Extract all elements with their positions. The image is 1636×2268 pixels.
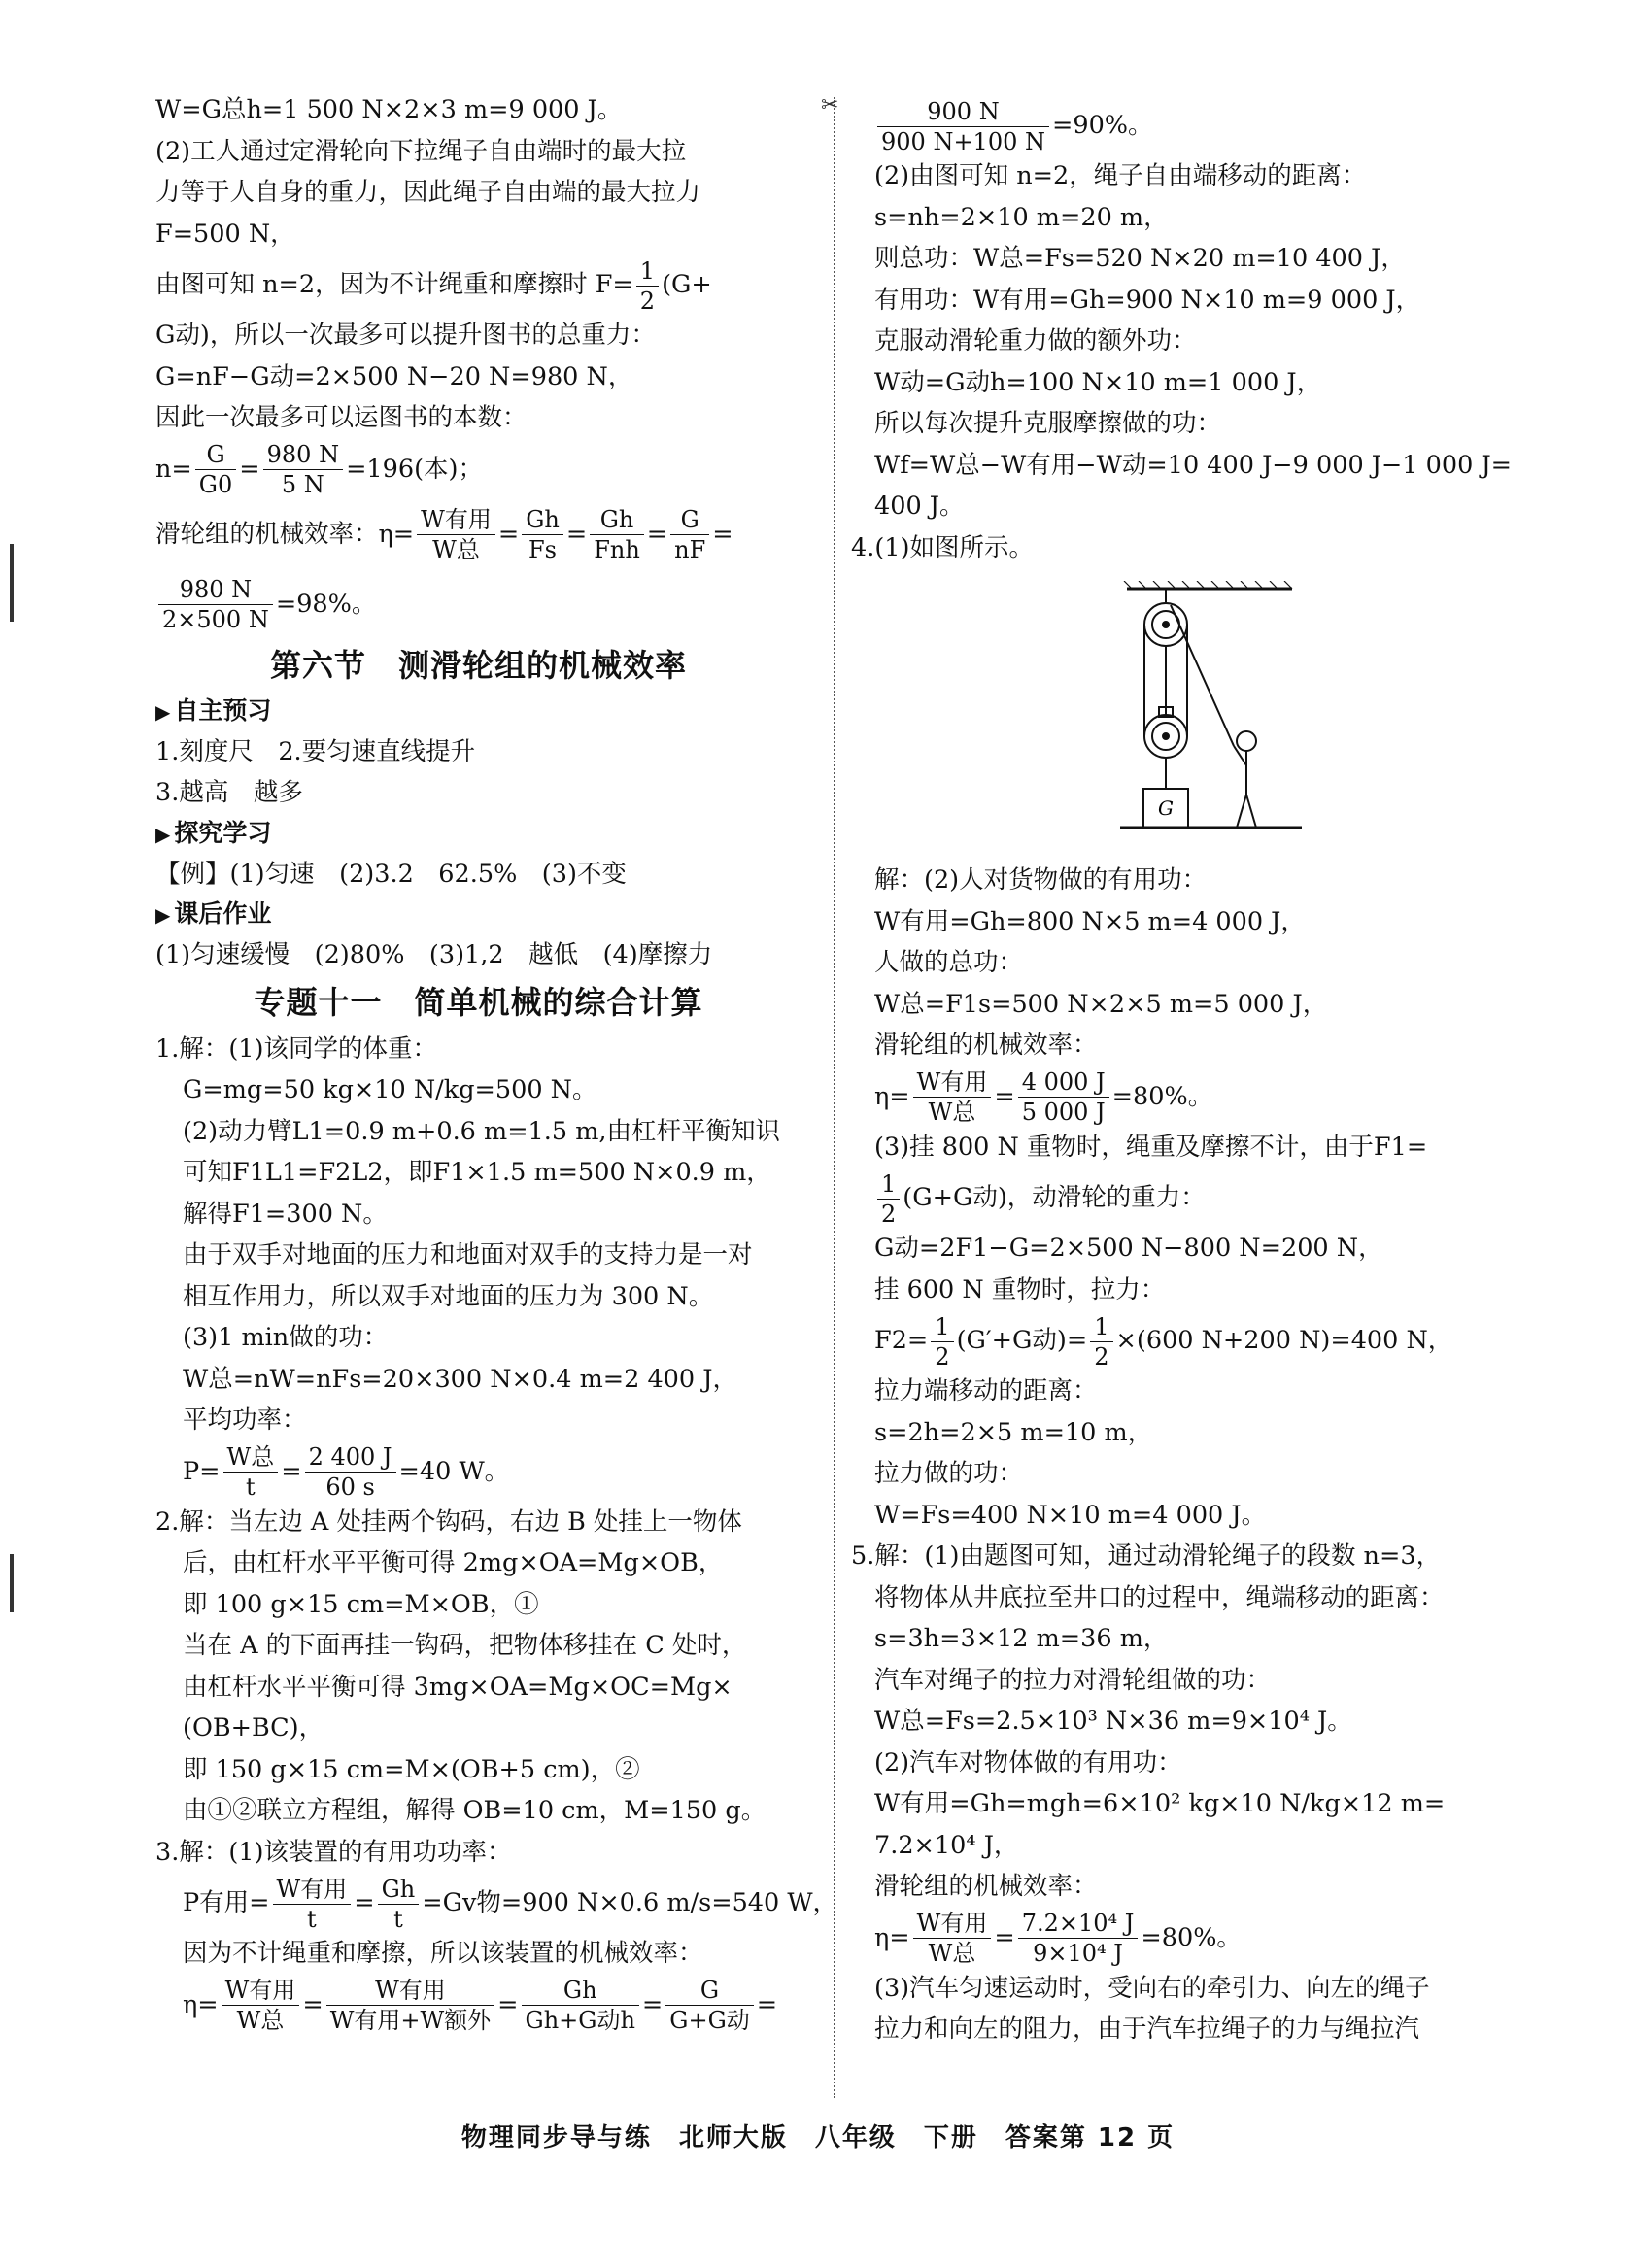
fraction: $\frac{\text{W有用}}{t}$ — [273, 1878, 352, 1931]
text-line: G动)，所以一次最多可以提升图书的总重力： — [155, 321, 656, 350]
fraction: $\frac{\text{W总}}{t}$ — [223, 1445, 279, 1499]
binding-mark — [10, 1554, 14, 1612]
text-line: $\frac{900 N}{900 N+100 N}$ =90%。 — [874, 95, 1525, 155]
text-line: 3.越高 越多 — [155, 778, 303, 807]
text-line: 可知F1L1=F2L2，即F1×1.5 m=500 N×0.9 m， — [183, 1158, 771, 1187]
section-label: ▶ 自主预习 — [155, 695, 272, 725]
text-line: (2)动力臂L1=0.9 m+0.6 m=1.5 m,由杠杆平衡知识 — [183, 1116, 781, 1146]
section-label: ▶ 探究学习 — [155, 818, 272, 847]
fraction: $\frac{2 400 J}{60 s}$ — [305, 1445, 396, 1499]
fraction: $\frac{\text{W有用}}{\text{W总}}$ — [913, 1070, 992, 1124]
text-line: 由杠杆水平平衡可得 3mg×OA=Mg×OC=Mg× — [183, 1672, 733, 1702]
text-line: 1.刻度尺 2.要匀速直线提升 — [155, 736, 476, 766]
text-line: 汽车对绳子的拉力对滑轮组做的功： — [874, 1665, 1272, 1695]
triangle-icon: ▶ — [155, 903, 171, 927]
fraction: $\frac{1}{2}$ — [931, 1315, 953, 1369]
section-label: ▶ 课后作业 — [155, 899, 272, 928]
fraction: $\frac{Gh}{t}$ — [378, 1878, 420, 1931]
fraction: $\frac{Gh}{\text{Fnh}}$ — [590, 508, 644, 561]
text-line: Wf=W总−W有用−W动=10 400 J−9 000 J−1 000 J= — [874, 450, 1513, 480]
text-line: G=nF−G动=2×500 N−20 N=980 N， — [155, 361, 633, 391]
text-line: 400 J。 — [874, 491, 965, 521]
fraction: $\frac{Gh}{\text{Gh+G动h}}$ — [522, 1979, 639, 2032]
text-line: 4.(1)如图所示。 — [851, 532, 1034, 562]
scissors-icon: ✂ — [821, 93, 839, 118]
text-line: W有用=Gh=mgh=6×10² kg×10 N/kg×12 m= — [874, 1789, 1446, 1818]
text-line: s=nh=2×10 m=20 m， — [874, 202, 1169, 232]
text-line: (3)1 min做的功： — [183, 1323, 389, 1352]
text-line: (OB+BC)， — [183, 1713, 324, 1743]
text-line: 力等于人自身的重力，因此绳子自由端的最大拉力 — [155, 178, 701, 207]
triangle-icon: ▶ — [155, 822, 171, 846]
text-line: 因此一次最多可以运图书的本数： — [155, 403, 528, 432]
text-line: n= $\frac{G}{G0}$ = $\frac{980 N}{5 N}$ =196(本)； — [155, 441, 483, 498]
text-line: (3)挂 800 N 重物时，绳重及摩擦不计，由于F1= — [874, 1132, 1428, 1162]
text-line: 由图可知 n=2，因为不计绳重和摩擦时 F= $\frac{1}{2}$ (G+ — [155, 256, 712, 315]
triangle-icon: ▶ — [155, 699, 171, 724]
text-line: 拉力端移动的距离： — [874, 1376, 1098, 1405]
text-line: 滑轮组的机械效率： — [874, 1872, 1098, 1901]
fraction: $\frac{G}{\text{G+G动}}$ — [665, 1979, 753, 2032]
fraction: $\frac{G}{G0}$ — [195, 443, 236, 496]
text-line: (1)匀速缓慢 (2)80% (3)1,2 越低 (4)摩擦力 — [155, 940, 713, 969]
fraction: $\frac{1}{2}$ — [636, 259, 659, 313]
fraction: $\frac{\text{W有用}}{\text{W总}}$ — [913, 1912, 992, 1965]
fraction: $\frac{G}{nF}$ — [670, 508, 709, 561]
text-line: W总=nW=nFs=20×300 N×0.4 m=2 400 J， — [183, 1364, 737, 1394]
text-line: 滑轮组的机械效率：η= $\frac{\text{W有用}}{\text{W总}}$ = $\frac{Gh}{Fs}$ = $\frac{Gh}{\text{Fnh}}$ = $\frac{G}{nF}$ = — [155, 506, 733, 563]
text-line: 平均功率： — [183, 1405, 307, 1435]
text-line: 有用功：W有用=Gh=900 N×10 m=9 000 J， — [874, 285, 1421, 315]
text-line: G=mg=50 kg×10 N/kg=500 N。 — [183, 1075, 597, 1104]
text-line: s=2h=2×5 m=10 m， — [874, 1417, 1153, 1447]
fraction: $\frac{Gh}{Fs}$ — [522, 508, 563, 561]
text-line: 解：(2)人对货物做的有用功： — [874, 865, 1208, 895]
weight-label: G — [1158, 796, 1174, 820]
text-line: (2)汽车对物体做的有用功： — [874, 1747, 1182, 1777]
text-line: 则总功：W总=Fs=520 N×20 m=10 400 J， — [874, 244, 1406, 273]
text-line: 挂 600 N 重物时，拉力： — [874, 1274, 1166, 1304]
section-heading: 专题十一 简单机械的综合计算 — [254, 983, 703, 1021]
fraction: $\frac{900 N}{900 N+100 N}$ — [877, 100, 1049, 153]
text-line: 当在 A 的下面再挂一钩码，把物体移挂在 C 处时， — [183, 1631, 747, 1660]
text-line: W=G总h=1 500 N×2×3 m=9 000 J。 — [155, 95, 623, 124]
text-line: P有用= $\frac{\text{W有用}}{t}$ = $\frac{Gh}{t}$ =Gv物=900 N×0.6 m/s=540 W， — [183, 1875, 838, 1933]
text-line: W总=Fs=2.5×10³ N×36 m=9×10⁴ J。 — [874, 1707, 1352, 1736]
fraction: $\frac{\text{W有用}}{\text{W总}}$ — [222, 1979, 300, 2032]
text-line: η= $\frac{\text{W有用}}{\text{W总}}$ = $\frac{4 000 J}{5 000 J}$ =80%。 — [874, 1068, 1213, 1126]
text-line: 即 150 g×15 cm=M×(OB+5 cm)，② — [183, 1754, 640, 1784]
text-line: F2= $\frac{1}{2}$ (G′+G动)= $\frac{1}{2}$ ×(600 N+200 N)=400 N， — [874, 1312, 1453, 1371]
text-line: 2.解：当左边 A 处挂两个钩码，右边 B 处挂上一物体 — [155, 1506, 742, 1537]
right-column — [851, 95, 1525, 2050]
text-line: 【例】(1)匀速 (2)3.2 62.5% (3)不变 — [155, 859, 627, 889]
text-line: (2)工人通过定滑轮向下拉绳子自由端时的最大拉 — [155, 136, 687, 166]
section-heading: 第六节 测滑轮组的机械效率 — [269, 646, 687, 684]
fraction: $\frac{980 N}{2\times 500 N}$ — [158, 578, 273, 631]
text-line: 由于双手对地面的压力和地面对双手的支持力是一对 — [183, 1240, 753, 1269]
fraction: $\frac{980 N}{5 N}$ — [263, 443, 343, 496]
text-line: 滑轮组的机械效率： — [874, 1031, 1098, 1060]
fraction: $\frac{\text{W有用}}{\text{W有用+W额外}}$ — [326, 1979, 494, 2032]
text-line: 拉力做的功： — [874, 1459, 1024, 1488]
text-line: W动=G动h=100 N×10 m=1 000 J， — [874, 367, 1322, 397]
text-line: F=500 N， — [155, 219, 295, 249]
text-line: η= $\frac{\text{W有用}}{\text{W总}}$ = $\frac{\text{W有用}}{\text{W有用+W额外}}$ = $\frac{Gh}{\text{Gh+G动h}}$ = $\frac{G}{\text{G+G动}}$ = — [183, 1977, 778, 2034]
text-line: 即 100 g×15 cm=M×OB，① — [183, 1589, 539, 1619]
text-line: G动=2F1−G=2×500 N−800 N=200 N， — [874, 1234, 1383, 1263]
text-line: η= $\frac{\text{W有用}}{\text{W总}}$ = $\frac{\text{7.2×10⁴ J}}{\text{9×10⁴ J}}$ =80%。 — [874, 1910, 1242, 1967]
text-line: W有用=Gh=800 N×5 m=4 000 J， — [874, 906, 1306, 936]
fraction: $\frac{1}{2}$ — [1090, 1315, 1112, 1369]
text-line: 克服动滑轮重力做的额外功： — [874, 326, 1197, 355]
text-line: s=3h=3×12 m=36 m， — [874, 1624, 1169, 1653]
text-line: 1.解：(1)该同学的体重： — [155, 1033, 437, 1064]
text-line: 7.2×10⁴ J， — [874, 1830, 1019, 1860]
text-line: (2)由图可知 n=2，绳子自由端移动的距离： — [874, 161, 1367, 190]
binding-mark — [10, 544, 14, 622]
text-line: $\frac{1}{2}$ (G+G动)，动滑轮的重力： — [874, 1168, 1525, 1228]
fraction: $\frac{\text{W有用}}{\text{W总}}$ — [417, 508, 495, 561]
text-line: P= $\frac{\text{W总}}{t}$ = $\frac{2 400 J}{60 s}$ =40 W。 — [183, 1443, 510, 1501]
text-line: 人做的总功： — [874, 948, 1024, 977]
text-line: 后，由杠杆水平平衡可得 2mg×OA=Mg×OB， — [183, 1548, 724, 1577]
page-footer: 物理同步导与练 北师大版 八年级 下册 答案第 12 页 — [460, 2123, 1176, 2152]
text-line: 因为不计绳重和摩擦，所以该装置的机械效率： — [183, 1939, 703, 1968]
text-line: 相互作用力，所以双手对地面的压力为 300 N。 — [183, 1281, 714, 1311]
text-line: (3)汽车匀速运动时，受向右的牵引力、向左的绳子 — [874, 1973, 1430, 2003]
text-line: 3.解：(1)该装置的有用功功率： — [155, 1837, 512, 1867]
column-divider — [834, 97, 835, 2098]
text-line: W总=F1s=500 N×2×5 m=5 000 J， — [874, 989, 1328, 1019]
text-line: 5.解：(1)由题图可知，通过动滑轮绳子的段数 n=3， — [851, 1541, 1442, 1571]
text-line: 解得F1=300 N。 — [183, 1199, 388, 1229]
pulley-diagram — [1112, 581, 1307, 872]
fraction: $\frac{1}{2}$ — [877, 1172, 900, 1226]
text-line: 拉力和向左的阻力，由于汽车拉绳子的力与绳拉汽 — [874, 2014, 1420, 2044]
left-column — [155, 89, 838, 2035]
text-line: $\frac{980 N}{2\times 500 N}$ =98%。 — [155, 569, 801, 639]
text-line: 将物体从井底拉至井口的过程中，绳端移动的距离： — [874, 1582, 1445, 1612]
fraction: $\frac{\text{7.2×10⁴ J}}{\text{9×10⁴ J}}$ — [1018, 1912, 1139, 1965]
text-line: 所以每次提升克服摩擦做的功： — [874, 409, 1222, 438]
fraction: $\frac{4 000 J}{5 000 J}$ — [1018, 1070, 1109, 1124]
text-line: W=Fs=400 N×10 m=4 000 J。 — [874, 1500, 1267, 1530]
text-line: 由①②联立方程组，解得 OB=10 cm，M=150 g。 — [183, 1796, 767, 1825]
